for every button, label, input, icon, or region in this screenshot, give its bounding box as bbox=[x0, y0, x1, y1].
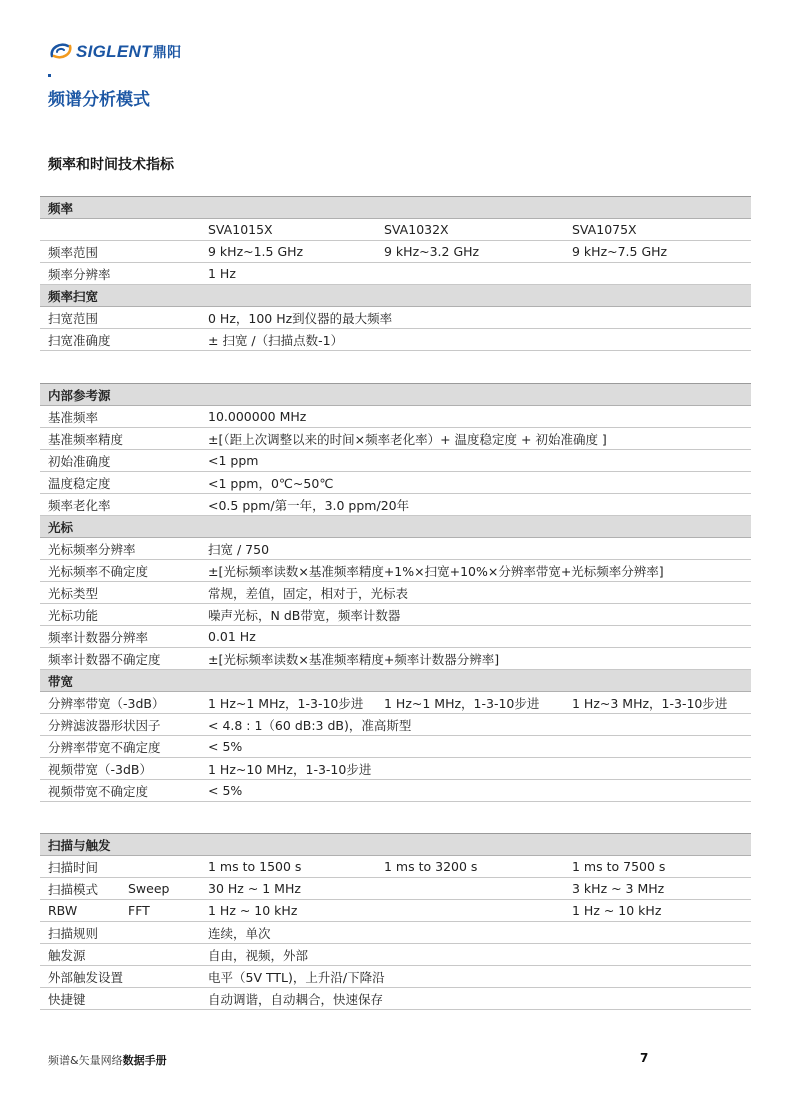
section-header-row bbox=[40, 834, 751, 856]
spec-row bbox=[40, 450, 751, 472]
spec-value-cell: 9 kHz~1.5 GHz bbox=[200, 241, 376, 263]
spec-row bbox=[40, 307, 751, 329]
footer-title-normal: 频谱&矢量网络 bbox=[48, 1054, 123, 1067]
spec-value-cell bbox=[376, 538, 564, 560]
spec-value-cell bbox=[376, 900, 564, 922]
spec-value-cell: <0.5 ppm/第一年，3.0 ppm/20年 bbox=[200, 494, 376, 516]
spec-label-cell bbox=[40, 219, 200, 241]
spec-label-cell: 温度稳定度 bbox=[40, 472, 200, 494]
spec-row bbox=[40, 988, 751, 1010]
spec-row bbox=[40, 263, 751, 285]
section-title: 频率和时间技术指标 bbox=[48, 157, 174, 173]
spec-value-cell bbox=[564, 758, 751, 780]
spec-value-cell bbox=[564, 494, 751, 516]
spec-row bbox=[40, 494, 751, 516]
spec-value-cell bbox=[376, 450, 564, 472]
spec-label-cell: 快捷键 bbox=[40, 988, 200, 1010]
spec-label-cell: 分辨滤波器形状因子 bbox=[40, 714, 200, 736]
spec-label-cell: 光标类型 bbox=[40, 582, 200, 604]
brand-name: SIGLENT bbox=[76, 42, 152, 61]
spec-value-cell bbox=[564, 406, 751, 428]
spec-value-cell bbox=[376, 263, 564, 285]
spec-row bbox=[40, 856, 751, 878]
spec-label-cell: 频率老化率 bbox=[40, 494, 200, 516]
spec-value-cell: SVA1015X bbox=[200, 219, 376, 241]
spec-label-cell: 扫宽准确度 bbox=[40, 329, 200, 351]
spec-label-cell: 视频带宽（-3dB） bbox=[40, 758, 200, 780]
spec-value-cell: ±[光标频率读数×基准频率精度+频率计数器分辨率] bbox=[200, 648, 376, 670]
siglent-logo-icon bbox=[48, 38, 74, 64]
spec-value-cell: <1 ppm，0℃~50℃ bbox=[200, 472, 376, 494]
spec-row bbox=[40, 878, 751, 900]
spec-value-cell bbox=[564, 714, 751, 736]
spec-row bbox=[40, 604, 751, 626]
spec-label-cell: 触发源 bbox=[40, 944, 200, 966]
spec-value-cell: 9 kHz~3.2 GHz bbox=[376, 241, 564, 263]
section-header-cell: 光标 bbox=[40, 516, 751, 538]
spec-label-cell: 扫描规则 bbox=[40, 922, 200, 944]
spec-row bbox=[40, 329, 751, 351]
spec-row bbox=[40, 966, 751, 988]
spec-row bbox=[40, 538, 751, 560]
spec-sublabel-cell: FFT bbox=[120, 900, 200, 922]
spec-label-cell: 视频带宽不确定度 bbox=[40, 780, 200, 802]
spec-value-cell: 1 Hz~10 MHz，1-3-10步进 bbox=[200, 758, 376, 780]
spec-label-cell: 分辨率带宽（-3dB） bbox=[40, 692, 200, 714]
spec-label-cell: 外部触发设置 bbox=[40, 966, 200, 988]
spec-value-cell: 10.000000 MHz bbox=[200, 406, 376, 428]
page-title: 频谱分析模式 bbox=[48, 90, 150, 110]
spec-value-cell: 1 Hz~1 MHz，1-3-10步进 bbox=[200, 692, 376, 714]
section-header-cell: 频率 bbox=[40, 197, 751, 219]
spec-row bbox=[40, 736, 751, 758]
spec-value-cell bbox=[376, 780, 564, 802]
spec-value-cell bbox=[376, 329, 564, 351]
spec-value-cell bbox=[376, 922, 564, 944]
spec-value-cell: 自动调谐，自动耦合，快速保存 bbox=[200, 988, 376, 1010]
spec-row bbox=[40, 560, 751, 582]
spec-value-cell: 连续，单次 bbox=[200, 922, 376, 944]
spec-row bbox=[40, 648, 751, 670]
spec-value-cell bbox=[564, 966, 751, 988]
spec-value-cell: 1 ms to 7500 s bbox=[564, 856, 751, 878]
spec-value-cell bbox=[376, 307, 564, 329]
spec-label-cell: 光标功能 bbox=[40, 604, 200, 626]
spec-row bbox=[40, 780, 751, 802]
spec-label-cell: 频率计数器不确定度 bbox=[40, 648, 200, 670]
spec-label-cell: 频率分辨率 bbox=[40, 263, 200, 285]
spec-value-cell bbox=[564, 329, 751, 351]
spec-sublabel-cell: Sweep bbox=[120, 878, 200, 900]
spec-label-cell: 光标频率分辨率 bbox=[40, 538, 200, 560]
reference-marker-bandwidth-table bbox=[40, 383, 751, 802]
frequency-spec-table bbox=[40, 196, 751, 351]
spec-value-cell bbox=[376, 406, 564, 428]
spec-value-cell bbox=[564, 944, 751, 966]
spec-value-cell bbox=[376, 988, 564, 1010]
spec-row bbox=[40, 472, 751, 494]
spec-row bbox=[40, 922, 751, 944]
spec-value-cell: 0 Hz，100 Hz到仪器的最大频率 bbox=[200, 307, 376, 329]
spec-value-cell bbox=[376, 626, 564, 648]
spec-value-cell bbox=[564, 922, 751, 944]
spec-value-cell bbox=[376, 604, 564, 626]
footer-doc-title bbox=[48, 1052, 167, 1068]
spec-value-cell: < 5% bbox=[200, 736, 376, 758]
spec-value-cell bbox=[376, 944, 564, 966]
spec-row bbox=[40, 758, 751, 780]
spec-value-cell: ±[光标频率读数×基准频率精度+1%×扫宽+10%×分辨率带宽+光标频率分辨率] bbox=[200, 560, 376, 582]
spec-value-cell bbox=[564, 263, 751, 285]
spec-value-cell: 自由，视频，外部 bbox=[200, 944, 376, 966]
spec-row bbox=[40, 582, 751, 604]
spec-label-cell: 扫宽范围 bbox=[40, 307, 200, 329]
spec-value-cell: 30 Hz ~ 1 MHz bbox=[200, 878, 376, 900]
spec-value-cell: 电平（5V TTL)，上升沿/下降沿 bbox=[200, 966, 376, 988]
spec-row bbox=[40, 900, 751, 922]
spec-label-cell: 扫描模式 bbox=[40, 878, 120, 900]
spec-value-cell bbox=[564, 988, 751, 1010]
spec-value-cell: ± 扫宽 /（扫描点数-1） bbox=[200, 329, 376, 351]
spec-value-cell bbox=[564, 538, 751, 560]
section-header-row bbox=[40, 384, 751, 406]
footer-title-bold: 数据手册 bbox=[122, 1054, 167, 1067]
spec-value-cell: 1 Hz ~ 10 kHz bbox=[564, 900, 751, 922]
spec-value-cell: 扫宽 / 750 bbox=[200, 538, 376, 560]
spec-value-cell: 常规，差值，固定，相对于，光标表 bbox=[200, 582, 376, 604]
spec-row bbox=[40, 219, 751, 241]
spec-value-cell: SVA1032X bbox=[376, 219, 564, 241]
spec-value-cell bbox=[564, 450, 751, 472]
spec-label-cell: 光标频率不确定度 bbox=[40, 560, 200, 582]
brand-logo-text bbox=[76, 42, 181, 62]
spec-label-cell: 基准频率 bbox=[40, 406, 200, 428]
spec-value-cell: SVA1075X bbox=[564, 219, 751, 241]
spec-value-cell: 1 ms to 3200 s bbox=[376, 856, 564, 878]
spec-value-cell bbox=[376, 472, 564, 494]
spec-value-cell bbox=[376, 758, 564, 780]
spec-row bbox=[40, 944, 751, 966]
spec-value-cell: 0.01 Hz bbox=[200, 626, 376, 648]
brand-name-cn: 鼎阳 bbox=[152, 44, 182, 60]
spec-value-cell bbox=[376, 878, 564, 900]
spec-value-cell bbox=[564, 626, 751, 648]
spec-value-cell bbox=[564, 604, 751, 626]
section-header-row bbox=[40, 670, 751, 692]
spec-value-cell bbox=[564, 780, 751, 802]
spec-value-cell: <1 ppm bbox=[200, 450, 376, 472]
spec-label-cell: 基准频率精度 bbox=[40, 428, 200, 450]
header bbox=[48, 38, 348, 72]
spec-value-cell bbox=[376, 966, 564, 988]
page-number: 7 bbox=[640, 1051, 649, 1065]
section-header-row bbox=[40, 516, 751, 538]
spec-label-cell: 频率计数器分辨率 bbox=[40, 626, 200, 648]
spec-value-cell: 噪声光标，N dB带宽，频率计数器 bbox=[200, 604, 376, 626]
header-dot bbox=[48, 74, 51, 77]
spec-value-cell: 3 kHz ~ 3 MHz bbox=[564, 878, 751, 900]
section-header-cell: 频率扫宽 bbox=[40, 285, 751, 307]
section-header-row bbox=[40, 197, 751, 219]
spec-value-cell: 9 kHz~7.5 GHz bbox=[564, 241, 751, 263]
spec-label-cell: 分辨率带宽不确定度 bbox=[40, 736, 200, 758]
spec-value-cell: 1 Hz~3 MHz，1-3-10步进 bbox=[564, 692, 751, 714]
spec-value-cell: 1 Hz ~ 10 kHz bbox=[200, 900, 376, 922]
spec-label-cell: RBW bbox=[40, 900, 120, 922]
spec-value-cell bbox=[564, 582, 751, 604]
spec-value-cell: < 4.8 : 1（60 dB:3 dB)，准高斯型 bbox=[200, 714, 376, 736]
spec-value-cell bbox=[564, 472, 751, 494]
spec-row bbox=[40, 428, 751, 450]
spec-row bbox=[40, 692, 751, 714]
sweep-trigger-table bbox=[40, 833, 751, 1010]
spec-value-cell: 1 Hz~1 MHz，1-3-10步进 bbox=[376, 692, 564, 714]
section-header-cell: 扫描与触发 bbox=[40, 834, 751, 856]
spec-row bbox=[40, 241, 751, 263]
spec-value-cell: ±[（距上次调整以来的时间×频率老化率）+ 温度稳定度 + 初始准确度 ] bbox=[200, 428, 376, 450]
spec-value-cell bbox=[564, 736, 751, 758]
spec-label-cell: 扫描时间 bbox=[40, 856, 200, 878]
spec-value-cell: < 5% bbox=[200, 780, 376, 802]
spec-value-cell bbox=[564, 307, 751, 329]
spec-value-cell: 1 Hz bbox=[200, 263, 376, 285]
section-header-cell: 带宽 bbox=[40, 670, 751, 692]
section-header-cell: 内部参考源 bbox=[40, 384, 751, 406]
spec-value-cell bbox=[564, 648, 751, 670]
spec-label-cell: 频率范围 bbox=[40, 241, 200, 263]
spec-value-cell bbox=[376, 736, 564, 758]
spec-value-cell: 1 ms to 1500 s bbox=[200, 856, 376, 878]
spec-label-cell: 初始准确度 bbox=[40, 450, 200, 472]
spec-row bbox=[40, 714, 751, 736]
spec-row bbox=[40, 626, 751, 648]
spec-row bbox=[40, 406, 751, 428]
section-header-row bbox=[40, 285, 751, 307]
